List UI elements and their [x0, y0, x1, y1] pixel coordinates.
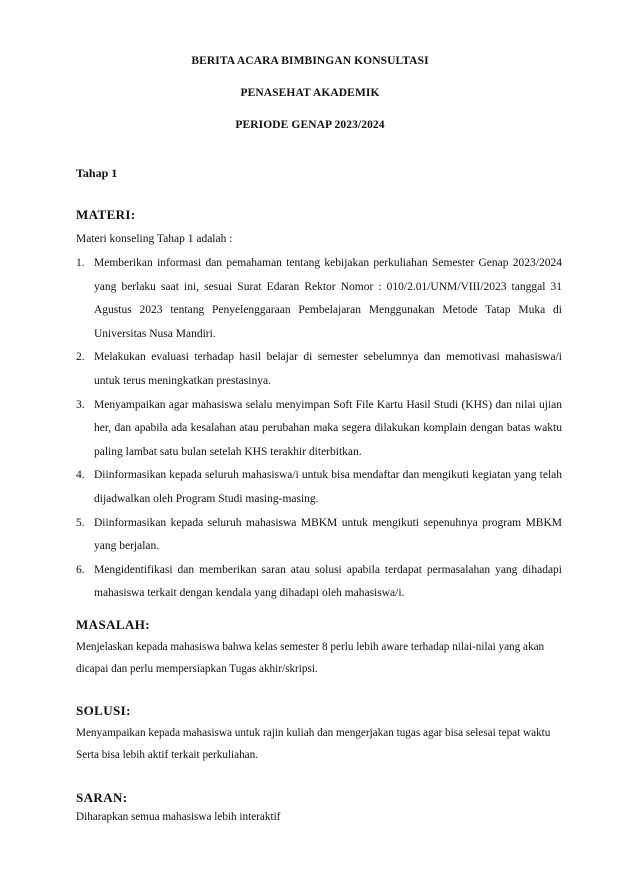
stage-label: Tahap 1: [76, 166, 118, 180]
list-item: 3. Menyampaikan agar mahasiswa selalu menyimpan Soft File Kartu Hasil Studi (KHS) dan nilai ujian her, dan apabila ada kesalahan atau perubahan maka segera dilakukan komplain dengan batas waktu paling lambat satu bulan setelah KHS terakhir diterbitkan.: [76, 398, 562, 458]
masalah-text: Menjelaskan kepada mahasiswa bahwa kelas semester 8 perlu lebih aware terhadap nilai-nilai yang akan dicapai dan perlu mempersiapkan Tugas akhir/skripsi.: [76, 641, 545, 675]
materi-heading: MATERI:: [76, 207, 136, 222]
list-item: 4. Diinformasikan kepada seluruh mahasiswa/i untuk bisa mendaftar dan mengikuti kegiatan yang telah dijadwalkan oleh Program Studi masing-masing.: [76, 469, 562, 505]
saran-heading: SARAN:: [76, 790, 128, 805]
list-item: 1. Memberikan informasi dan pemahaman tentang kebijakan perkuliahan Semester Genap 2023/2024 yang berlaku saat ini, sesuai Surat Edaran Rektor Nomor : 010/2.01/UNM/VIII/2023 tanggal 31 Agustus 2023 tentang Penyelenggaraan Pembelajaran Menggunakan Metode Tatap Muka di Universitas Nusa Mandiri.: [76, 257, 562, 340]
document-title: BERITA ACARA BIMBINGAN KONSULTASI: [191, 55, 429, 67]
list-item: 2. Melakukan evaluasi terhadap hasil belajar di semester sebelumnya dan memotivasi mahasiswa/i untuk terus meningkatkan prestasinya.: [76, 351, 562, 387]
masalah-heading: MASALAH:: [76, 617, 150, 632]
list-item: 6. Mengidentifikasi dan memberikan saran atau solusi apabila terdapat permasalahan yang dihadapi mahasiswa terkait dengan kendala yang dihadapi oleh mahasiswa/i.: [76, 563, 562, 600]
solusi-text: Menyampaikan kepada mahasiswa untuk rajin kuliah dan mengerjakan tugas agar bisa selesai tepat waktu Serta bisa lebih aktif terkait perkuliahan.: [76, 727, 551, 761]
saran-text: Diharapkan semua mahasiswa lebih interaktif: [76, 811, 281, 823]
materi-intro: Materi konseling Tahap 1 adalah :: [76, 233, 233, 245]
solusi-heading: SOLUSI:: [76, 703, 131, 718]
document-subtitle: PENASEHAT AKADEMIK: [240, 87, 380, 99]
materi-list: [76, 252, 562, 606]
document-period: PERIODE GENAP 2023/2024: [235, 119, 385, 131]
list-item: 5. Diinformasikan kepada seluruh mahasiswa MBKM untuk mengikuti sepenuhnya program MBKM yang berjalan.: [76, 516, 562, 553]
